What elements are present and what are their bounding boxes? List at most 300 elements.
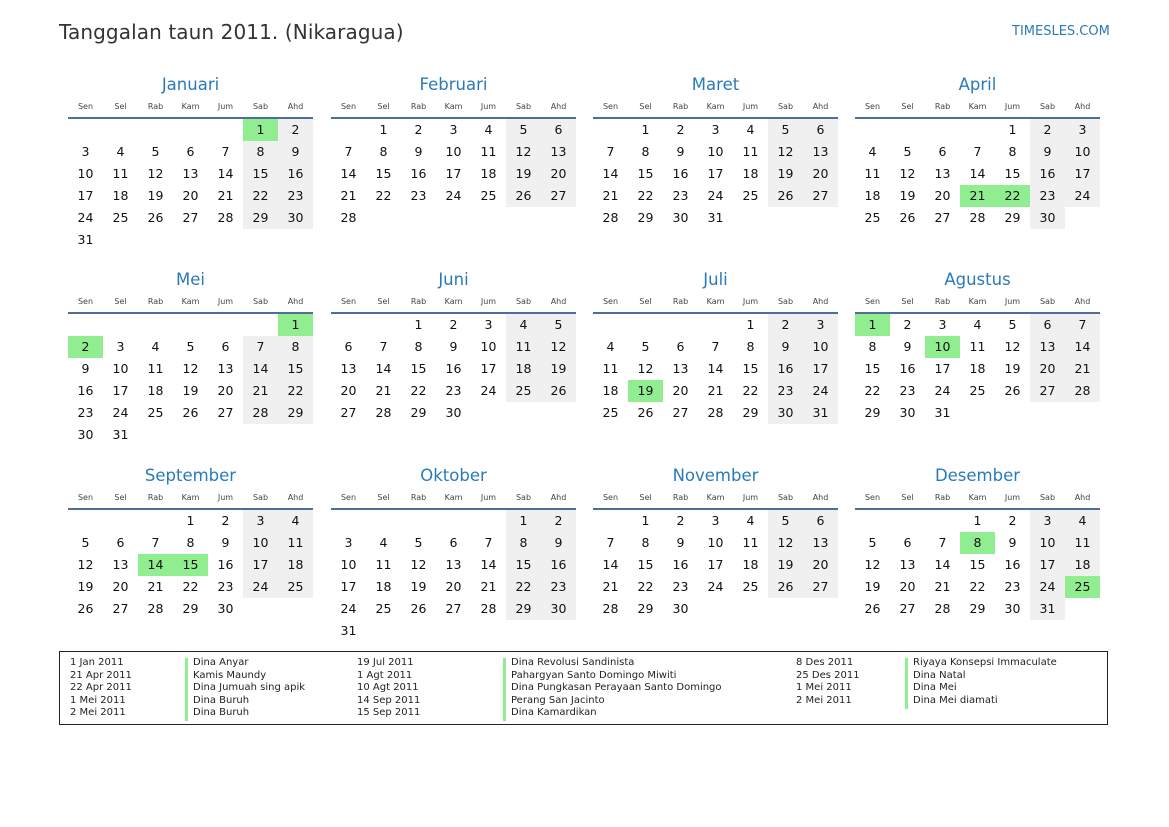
day-cell: 28 [375, 405, 392, 420]
weekday-label: Kam [706, 102, 725, 111]
holiday-name: Dina Anyar [193, 657, 249, 668]
day-cell: 8 [506, 532, 541, 554]
day-cell: 12 [768, 141, 803, 163]
day-cell: 23 [541, 576, 576, 598]
weekday-label: Rab [147, 493, 164, 502]
day-cell: 15 [864, 361, 881, 376]
weekday-label: Sen [864, 493, 881, 502]
day-cell: 17 [340, 579, 357, 594]
day-cell: 28 [480, 601, 497, 616]
holiday-marker-bar [503, 658, 506, 721]
day-cell: 4 [484, 122, 493, 137]
day-cell: 10 [77, 166, 94, 181]
weekday-label: Kam [181, 493, 200, 502]
day-cell: 16 [768, 358, 803, 380]
day-cell: 21 [707, 383, 724, 398]
day-cell: 14 [217, 166, 234, 181]
weekday-label: Sab [777, 297, 794, 306]
day-cell: 26 [637, 405, 654, 420]
day-cell: 2 [449, 317, 458, 332]
day-cell: 10 [445, 144, 462, 159]
weekday-label: Sab [252, 102, 269, 111]
day-cell: 1 [746, 317, 755, 332]
day-cell: 8 [186, 535, 195, 550]
holiday-date: 8 Des 2011 [796, 657, 854, 668]
day-cell: 7 [606, 535, 615, 550]
day-cell: 26 [1004, 383, 1021, 398]
day-cell: 9 [1008, 535, 1017, 550]
holiday-names-col-2 [511, 657, 722, 720]
day-cell: 7 [151, 535, 160, 550]
day-cell: 2 [278, 119, 313, 141]
month-juli [593, 269, 838, 424]
day-cell: 5 [151, 144, 160, 159]
day-cell: 9 [676, 535, 685, 550]
day-cell: 14 [969, 166, 986, 181]
weekday-label: Kam [181, 102, 200, 111]
month-maret [593, 74, 838, 229]
day-cell: 13 [182, 166, 199, 181]
day-cell: 3 [711, 513, 720, 528]
holiday-name: Dina Kamardikan [511, 707, 597, 719]
day-cell: 23 [1030, 185, 1065, 207]
day-cell: 16 [410, 166, 427, 181]
day-cell: 27 [803, 185, 838, 207]
day-cell: 5 [186, 339, 195, 354]
day-cell: 16 [672, 557, 689, 572]
day-cell: 27 [182, 210, 199, 225]
day-cell: 20 [1030, 358, 1065, 380]
day-cell: 22 [742, 383, 759, 398]
day-cell: 4 [973, 317, 982, 332]
day-cell: 14 [480, 557, 497, 572]
day-cell: 2 [414, 122, 423, 137]
day-cell: 31 [340, 623, 357, 638]
day-cell: 9 [541, 532, 576, 554]
day-cell: 22 [637, 579, 654, 594]
day-cell: 2 [1030, 119, 1065, 141]
day-cell: 21 [375, 383, 392, 398]
weekday-header [855, 488, 1100, 508]
day-cell: 1 [414, 317, 423, 332]
day-cell: 13 [1030, 336, 1065, 358]
weekday-label: Ahd [287, 493, 304, 502]
day-cell: 25 [602, 405, 619, 420]
day-cell: 30 [278, 207, 313, 229]
month-title: November [672, 466, 759, 485]
day-cell: 8 [379, 144, 388, 159]
day-cell: 6 [541, 119, 576, 141]
day-cell: 20 [112, 579, 129, 594]
holiday-day-cell: 2 [68, 336, 103, 358]
day-cell: 22 [375, 188, 392, 203]
empty-cell [68, 119, 103, 141]
day-cell: 3 [711, 122, 720, 137]
day-cell: 20 [803, 163, 838, 185]
day-cell: 3 [116, 339, 125, 354]
day-cell: 16 [445, 361, 462, 376]
day-cell: 26 [541, 380, 576, 402]
page-title: Tanggalan taun 2011. (Nikaragua) [59, 20, 404, 44]
holiday-date: 1 Mei 2011 [796, 682, 852, 694]
month-title: Februari [419, 75, 488, 94]
day-cell: 30 [217, 601, 234, 616]
day-cell: 9 [903, 339, 912, 354]
month-title: Oktober [420, 466, 487, 485]
weekday-label: Sen [864, 297, 881, 306]
day-cell: 6 [186, 144, 195, 159]
weekday-label: Rab [147, 102, 164, 111]
day-cell: 31 [112, 427, 129, 442]
day-cell: 21 [1065, 358, 1100, 380]
day-cell: 29 [637, 601, 654, 616]
empty-cell [698, 314, 733, 336]
empty-cell [960, 119, 995, 141]
weekday-label: Sen [602, 493, 619, 502]
day-cell: 14 [934, 557, 951, 572]
day-cell: 14 [602, 166, 619, 181]
day-cell: 6 [803, 510, 838, 532]
weekday-label: Sel [639, 493, 652, 502]
day-cell: 17 [480, 361, 497, 376]
day-cell: 22 [506, 576, 541, 598]
weekday-label: Ahd [812, 102, 829, 111]
weekday-label: Ahd [287, 297, 304, 306]
holiday-dates-col-3 [796, 657, 860, 707]
weekday-label: Jum [480, 297, 497, 306]
day-cell: 12 [410, 557, 427, 572]
day-cell: 13 [217, 361, 234, 376]
day-cell: 12 [541, 336, 576, 358]
day-cell: 26 [864, 601, 881, 616]
day-cell: 19 [768, 554, 803, 576]
weekday-header [593, 97, 838, 117]
holiday-name: Dina Buruh [193, 707, 250, 719]
weekday-label: Sel [639, 102, 652, 111]
empty-cell [855, 119, 890, 141]
day-cell: 2 [221, 513, 230, 528]
holiday-name: Dina Mei [913, 682, 957, 694]
day-cell: 15 [637, 557, 654, 572]
weekday-label: Sen [864, 102, 881, 111]
day-grid [68, 119, 313, 251]
day-cell: 23 [445, 383, 462, 398]
day-cell: 30 [672, 210, 689, 225]
day-cell: 16 [77, 383, 94, 398]
day-cell: 3 [803, 314, 838, 336]
day-cell: 13 [934, 166, 951, 181]
empty-cell [925, 119, 960, 141]
day-cell: 12 [899, 166, 916, 181]
day-cell: 21 [217, 188, 234, 203]
weekday-label: Ahd [1074, 297, 1091, 306]
day-cell: 31 [77, 232, 94, 247]
day-cell: 29 [182, 601, 199, 616]
day-cell: 9 [449, 339, 458, 354]
day-grid [331, 119, 576, 229]
day-cell: 26 [77, 601, 94, 616]
day-cell: 29 [637, 210, 654, 225]
day-cell: 10 [803, 336, 838, 358]
day-cell: 20 [541, 163, 576, 185]
day-cell: 24 [707, 579, 724, 594]
weekday-label: Jum [480, 493, 497, 502]
holiday-day-cell: 19 [628, 380, 663, 402]
day-cell: 25 [864, 210, 881, 225]
month-februari [331, 74, 576, 229]
empty-cell [68, 510, 103, 532]
day-cell: 20 [340, 383, 357, 398]
day-cell: 28 [934, 601, 951, 616]
weekday-header [855, 97, 1100, 117]
day-cell: 27 [672, 405, 689, 420]
weekday-label: Jum [1004, 297, 1021, 306]
day-cell: 1 [1008, 122, 1017, 137]
weekday-label: Jum [217, 297, 234, 306]
weekday-label: Ahd [287, 102, 304, 111]
day-cell: 16 [1004, 557, 1021, 572]
day-cell: 13 [112, 557, 129, 572]
day-cell: 4 [1065, 510, 1100, 532]
day-cell: 11 [864, 166, 881, 181]
weekday-label: Sen [77, 297, 94, 306]
day-cell: 22 [410, 383, 427, 398]
holiday-date: 22 Apr 2011 [70, 682, 132, 694]
day-cell: 28 [1065, 380, 1100, 402]
day-cell: 12 [77, 557, 94, 572]
empty-cell [208, 119, 243, 141]
day-cell: 24 [1030, 576, 1065, 598]
day-cell: 23 [768, 380, 803, 402]
weekday-header [593, 488, 838, 508]
day-cell: 15 [637, 166, 654, 181]
day-cell: 11 [112, 166, 129, 181]
day-cell: 21 [934, 579, 951, 594]
holiday-list [59, 651, 1108, 725]
day-cell: 18 [742, 166, 759, 181]
day-cell: 15 [969, 557, 986, 572]
day-cell: 27 [112, 601, 129, 616]
day-cell: 9 [221, 535, 230, 550]
day-cell: 10 [112, 361, 129, 376]
weekday-label: Sel [377, 297, 390, 306]
day-cell: 10 [707, 535, 724, 550]
day-cell: 10 [243, 532, 278, 554]
weekday-label: Rab [934, 102, 951, 111]
day-cell: 14 [340, 166, 357, 181]
day-cell: 13 [541, 141, 576, 163]
weekday-header [855, 292, 1100, 312]
empty-cell [436, 510, 471, 532]
empty-cell [890, 119, 925, 141]
holiday-date: 1 Mei 2011 [70, 694, 126, 706]
day-cell: 18 [1065, 554, 1100, 576]
day-cell: 7 [221, 144, 230, 159]
day-cell: 19 [77, 579, 94, 594]
month-april [855, 74, 1100, 229]
day-cell: 27 [934, 210, 951, 225]
day-cell: 29 [969, 601, 986, 616]
empty-cell [366, 314, 401, 336]
holiday-marker-bar [185, 658, 188, 721]
weekday-label: Sen [77, 102, 94, 111]
day-cell: 8 [1008, 144, 1017, 159]
day-cell: 26 [768, 185, 803, 207]
day-cell: 6 [938, 144, 947, 159]
weekday-header [68, 292, 313, 312]
day-cell: 4 [506, 314, 541, 336]
day-cell: 19 [864, 579, 881, 594]
day-cell: 4 [606, 339, 615, 354]
weekday-label: Sab [777, 493, 794, 502]
day-cell: 23 [278, 185, 313, 207]
day-cell: 5 [641, 339, 650, 354]
day-cell: 18 [480, 166, 497, 181]
day-cell: 25 [375, 601, 392, 616]
day-cell: 4 [379, 535, 388, 550]
day-cell: 25 [742, 188, 759, 203]
day-cell: 23 [672, 579, 689, 594]
site-link[interactable]: TIMESLES.COM [1012, 24, 1110, 39]
day-cell: 12 [147, 166, 164, 181]
weekday-label: Sel [901, 493, 914, 502]
weekday-label: Sel [377, 493, 390, 502]
day-cell: 28 [147, 601, 164, 616]
day-cell: 21 [147, 579, 164, 594]
weekday-label: Kam [444, 102, 463, 111]
day-cell: 28 [602, 210, 619, 225]
day-cell: 26 [768, 576, 803, 598]
day-cell: 24 [445, 188, 462, 203]
day-cell: 14 [707, 361, 724, 376]
day-cell: 23 [410, 188, 427, 203]
day-cell: 7 [711, 339, 720, 354]
holiday-name: Dina Mei diamati [913, 694, 998, 706]
day-cell: 3 [81, 144, 90, 159]
weekday-label: Sel [901, 102, 914, 111]
weekday-label: Rab [672, 493, 689, 502]
holiday-names-col-1 [193, 657, 305, 720]
day-cell: 20 [217, 383, 234, 398]
weekday-label: Ahd [812, 493, 829, 502]
day-cell: 18 [602, 383, 619, 398]
holiday-name: Riyaya Konsepsi Immaculate [913, 657, 1057, 668]
day-cell: 18 [147, 383, 164, 398]
weekday-label: Sen [77, 493, 94, 502]
day-cell: 21 [340, 188, 357, 203]
month-title: Desember [934, 466, 1021, 485]
empty-cell [593, 510, 628, 532]
day-cell: 1 [641, 513, 650, 528]
holiday-day-cell: 8 [960, 532, 995, 554]
day-cell: 19 [182, 383, 199, 398]
day-cell: 17 [112, 383, 129, 398]
day-cell: 23 [899, 383, 916, 398]
day-cell: 6 [903, 535, 912, 550]
day-cell: 30 [1004, 601, 1021, 616]
empty-cell [593, 119, 628, 141]
month-september [68, 465, 313, 620]
day-cell: 19 [410, 579, 427, 594]
month-title: Maret [691, 75, 740, 94]
day-cell: 13 [340, 361, 357, 376]
day-cell: 6 [803, 119, 838, 141]
day-grid [593, 314, 838, 424]
empty-cell [103, 119, 138, 141]
weekday-label: Kam [444, 493, 463, 502]
day-cell: 18 [278, 554, 313, 576]
day-cell: 31 [803, 402, 838, 424]
weekday-label: Jum [742, 102, 759, 111]
day-cell: 11 [147, 361, 164, 376]
day-cell: 21 [480, 579, 497, 594]
day-cell: 27 [803, 576, 838, 598]
month-desember [855, 465, 1100, 620]
weekday-label: Sab [515, 297, 532, 306]
weekday-label: Sel [639, 297, 652, 306]
day-cell: 3 [1065, 119, 1100, 141]
weekday-label: Sen [602, 297, 619, 306]
day-cell: 6 [1030, 314, 1065, 336]
day-cell: 30 [899, 405, 916, 420]
day-cell: 9 [768, 336, 803, 358]
holiday-day-cell: 1 [243, 119, 278, 141]
day-cell: 11 [742, 144, 759, 159]
weekday-label: Ahd [550, 102, 567, 111]
day-grid [855, 510, 1100, 620]
day-cell: 25 [480, 188, 497, 203]
holiday-date: 21 Apr 2011 [70, 669, 132, 681]
month-title: September [144, 466, 237, 485]
holiday-name: Dina Buruh [193, 694, 250, 706]
day-cell: 15 [278, 358, 313, 380]
weekday-label: Sel [377, 102, 390, 111]
day-cell: 2 [768, 314, 803, 336]
day-cell: 11 [480, 144, 497, 159]
day-cell: 24 [340, 601, 357, 616]
day-cell: 2 [1008, 513, 1017, 528]
day-cell: 6 [221, 339, 230, 354]
day-cell: 6 [116, 535, 125, 550]
weekday-label: Sab [252, 493, 269, 502]
day-cell: 8 [641, 535, 650, 550]
day-cell: 7 [938, 535, 947, 550]
day-cell: 30 [445, 405, 462, 420]
weekday-label: Sab [1039, 102, 1056, 111]
weekday-label: Kam [706, 297, 725, 306]
day-cell: 18 [969, 361, 986, 376]
weekday-label: Jum [742, 297, 759, 306]
weekday-label: Sab [515, 493, 532, 502]
day-cell: 5 [903, 144, 912, 159]
day-cell: 6 [344, 339, 353, 354]
weekday-label: Ahd [1074, 493, 1091, 502]
day-grid [855, 314, 1100, 424]
day-cell: 17 [1030, 554, 1065, 576]
day-cell: 17 [803, 358, 838, 380]
day-cell: 26 [410, 601, 427, 616]
day-cell: 5 [506, 119, 541, 141]
day-cell: 5 [81, 535, 90, 550]
day-cell: 9 [414, 144, 423, 159]
month-juni [331, 269, 576, 424]
holiday-dates-col-1 [70, 657, 132, 720]
holiday-name: Dina Jumuah sing apik [193, 682, 306, 694]
empty-cell [103, 510, 138, 532]
day-cell: 19 [147, 188, 164, 203]
day-cell: 26 [899, 210, 916, 225]
weekday-label: Rab [934, 493, 951, 502]
